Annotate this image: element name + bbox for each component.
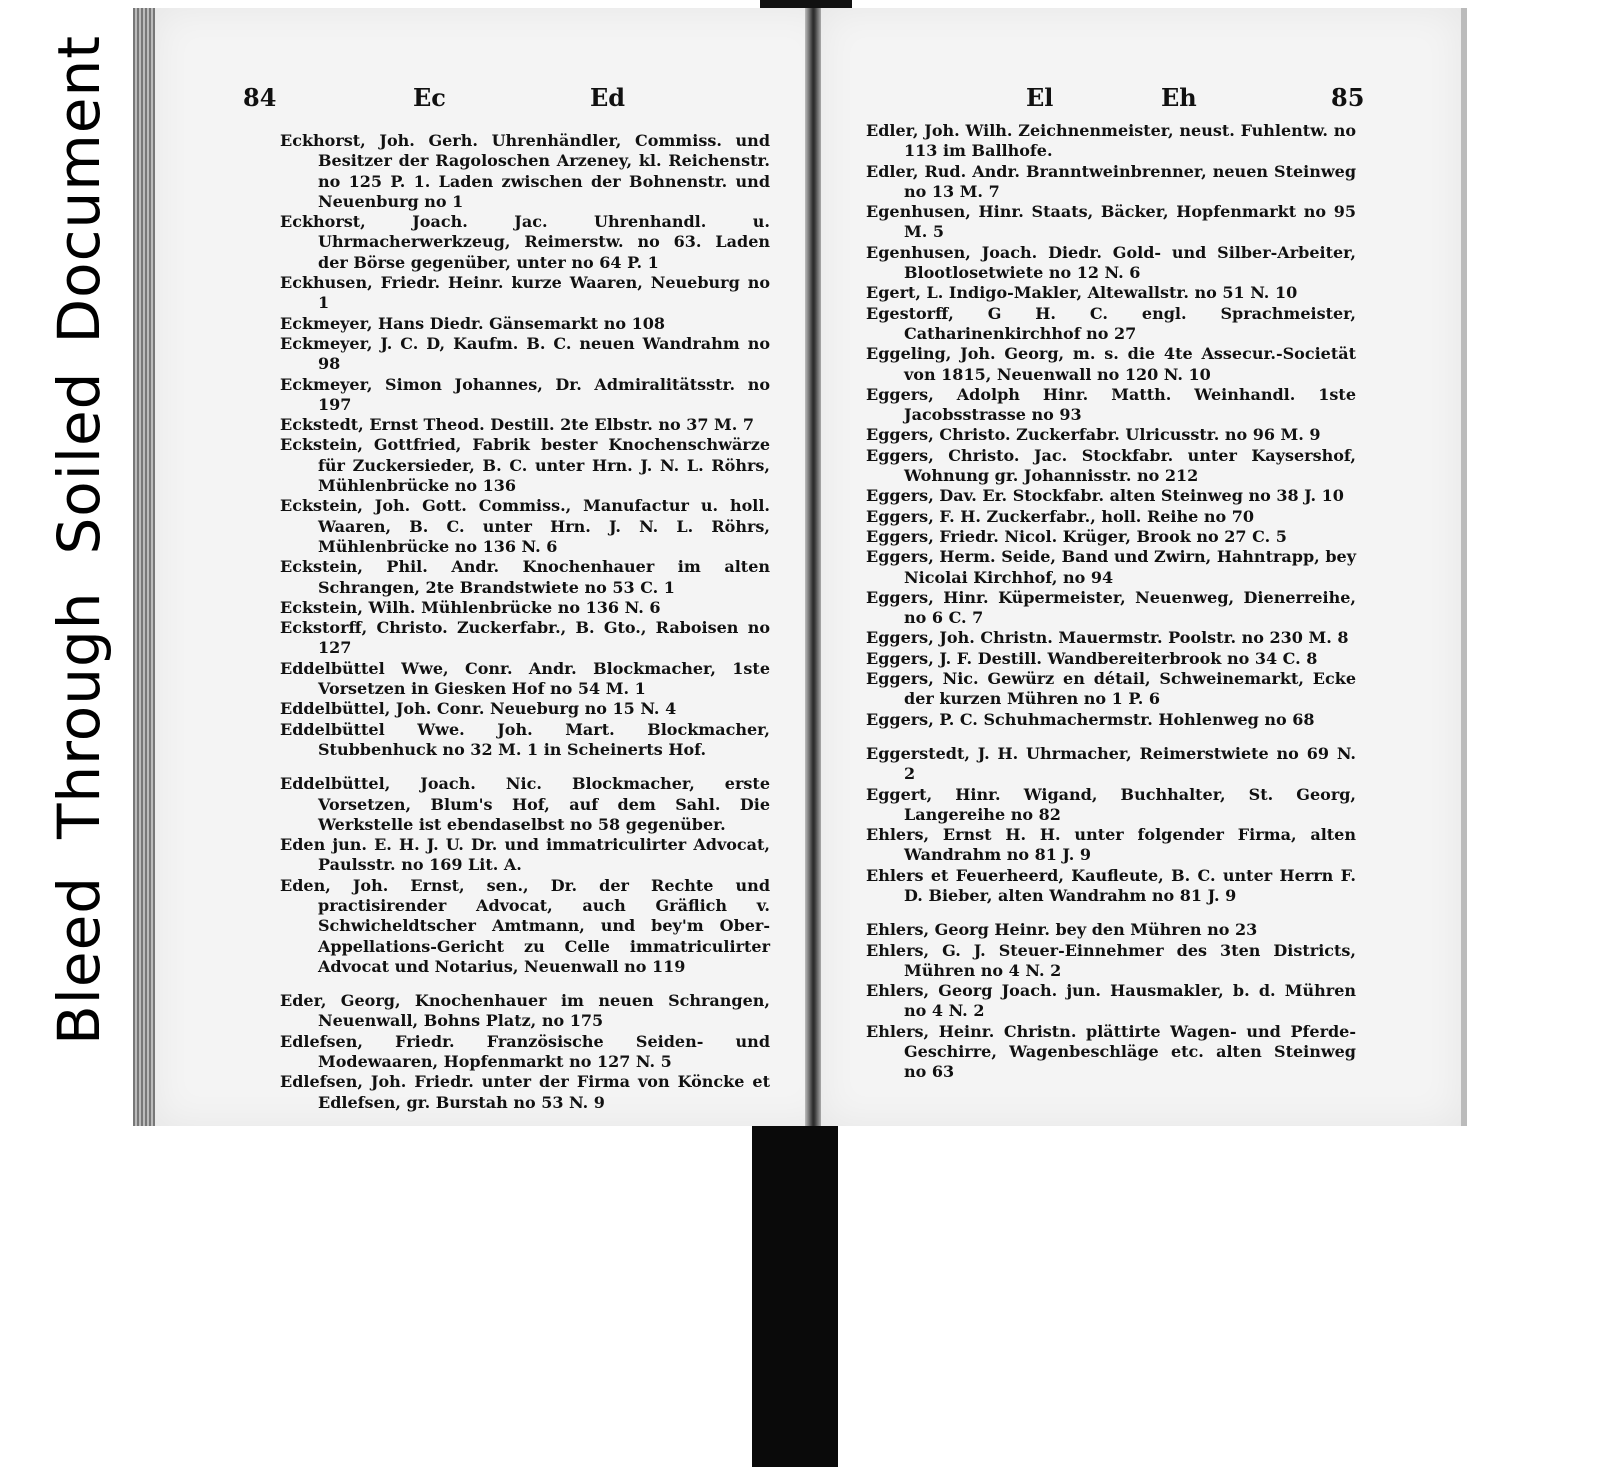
directory-entry: Egenhusen, Joach. Diedr. Gold- und Silber-Arbeiter, Blootlosetwiete no 12 N. 6 (866, 242, 1356, 283)
side-label-word-soiled: Soiled (45, 371, 113, 555)
right-page-number: 85 (1331, 83, 1365, 112)
directory-entry: Eggers, Dav. Er. Stockfabr. alten Steinweg no 38 J. 10 (866, 486, 1344, 506)
directory-entry: Eggers, Christo. Jac. Stockfabr. unter Kaysershof, Wohnung gr. Johannisstr. no 212 (866, 445, 1356, 486)
open-book (133, 8, 1465, 1126)
side-label-word-through: Through (45, 591, 113, 840)
directory-entry: Eckhorst, Joach. Jac. Uhrenhandl. u. Uhrmacherwerkzeug, Reimerstw. no 63. Laden der Börse gegenüber, unter no 64 P. 1 (280, 212, 770, 272)
directory-entry: Ehlers, Georg Joach. jun. Hausmakler, b. d. Mühren no 4 N. 2 (866, 981, 1356, 1021)
bookmark-ribbon-bottom (752, 1126, 838, 1467)
side-label-word-bleed: Bleed (45, 875, 113, 1045)
directory-entry: Eden, Joh. Ernst, sen., Dr. der Rechte und practisirender Advocat, auch Gräflich v. Schwicheldtscher Amtmann, und bey'm Ober-Appellations-Gericht zu Celle immatriculirter Advocat und Notarius, Neuenwall no 119 (280, 875, 770, 976)
directory-entry: Eddelbüttel Wwe, Conr. Andr. Blockmacher, 1ste Vorsetzen in Giesken Hof no 54 M. 1 (280, 658, 770, 699)
directory-entry: Eckmeyer, Hans Diedr. Gänsemarkt no 108 (280, 313, 666, 333)
directory-entry: Eckstorff, Christo. Zuckerfabr., B. Gto., Raboisen no 127 (280, 618, 770, 658)
directory-entry: Eddelbüttel, Joh. Conr. Neueburg no 15 N. 4 (280, 699, 677, 719)
directory-entry: Eggers, P. C. Schuhmachermstr. Hohlenweg no 68 (866, 709, 1315, 729)
side-label-word-document: Document (45, 35, 113, 344)
directory-entry: Eckstein, Phil. Andr. Knochenhauer im alten Schrangen, 2te Brandstwiete no 53 C. 1 (280, 557, 770, 597)
directory-entry: Eckstein, Gottfried, Fabrik bester Knochenschwärze für Zuckersieder, B. C. unter Hrn. J. N. L. Röhrs, Mühlenbrücke no 136 (280, 435, 770, 496)
directory-entry: Eggers, F. H. Zuckerfabr., holl. Reihe no 70 (866, 506, 1255, 526)
directory-entry: Edlefsen, Friedr. Französische Seiden- und Modewaaren, Hopfenmarkt no 127 N. 5 (280, 1031, 770, 1072)
directory-entry: Ehlers, Ernst H. H. unter folgender Firma, alten Wandrahm no 81 J. 9 (866, 825, 1356, 865)
directory-entry: Ehlers, Heinr. Christn. plättirte Wagen- und Pferde-Geschirre, Wagenbeschläge etc. alten Steinweg no 63 (866, 1021, 1356, 1082)
directory-entry: Egestorff, G H. C. engl. Sprachmeister, Catharinenkirchhof no 27 (866, 303, 1356, 343)
directory-entry: Ehlers et Feuerheerd, Kaufleute, B. C. unter Herrn F. D. Bieber, alten Wandrahm no 81 J. 9 (866, 865, 1356, 905)
directory-entry: Eggers, Adolph Hinr. Matth. Weinhandl. 1ste Jacobsstrasse no 93 (866, 384, 1356, 425)
directory-entry: Ehlers, Georg Heinr. bey den Mühren no 23 (866, 920, 1258, 940)
side-label (45, 35, 113, 1045)
directory-entry: Egert, L. Indigo-Makler, Altewallstr. no 51 N. 10 (866, 283, 1298, 303)
directory-entry: Eggers, Hinr. Küpermeister, Neuenweg, Dienerreihe, no 6 C. 7 (866, 587, 1356, 628)
left-page (133, 8, 831, 1126)
directory-entry: Eddelbüttel, Joach. Nic. Blockmacher, erste Vorsetzen, Blum's Hof, auf dem Sahl. Die Werkstelle ist ebendaselbst no 58 gegenüber. (280, 774, 770, 834)
directory-entry: Eckmeyer, Simon Johannes, Dr. Admiralitätsstr. no 197 (280, 374, 770, 414)
directory-entry: Eckhorst, Joh. Gerh. Uhrenhändler, Commiss. und Besitzer der Ragoloschen Arzeney, kl. Reichenstr. no 125 P. 1. Laden zwischen der Bohnenstr. und Neuenburg no 1 (280, 131, 770, 211)
left-running-head-1: Ec (413, 83, 446, 112)
directory-entry: Eggers, Joh. Christn. Mauermstr. Poolstr. no 230 M. 8 (866, 628, 1349, 648)
directory-entry: Eggers, Herm. Seide, Band und Zwirn, Hahntrapp, bey Nicolai Kirchhof, no 94 (866, 547, 1356, 587)
left-running-head-2: Ed (590, 83, 626, 112)
directory-entry: Eggert, Hinr. Wigand, Buchhalter, St. Georg, Langereihe no 82 (866, 784, 1356, 824)
right-running-head-1: El (1026, 83, 1054, 112)
directory-entry: Edler, Joh. Wilh. Zeichnenmeister, neust. Fuhlentw. no 113 im Ballhofe. (866, 121, 1356, 161)
directory-entry: Eckstein, Wilh. Mühlenbrücke no 136 N. 6 (280, 597, 661, 617)
directory-entry: Eder, Georg, Knochenhauer im neuen Schrangen, Neuenwall, Bohns Platz, no 175 (280, 991, 770, 1031)
directory-entry: Eggerstedt, J. H. Uhrmacher, Reimerstwiete no 69 N. 2 (866, 743, 1356, 784)
directory-entry: Eggers, Christo. Zuckerfabr. Ulricusstr. no 96 M. 9 (866, 425, 1321, 445)
directory-entry: Edler, Rud. Andr. Branntweinbrenner, neuen Steinweg no 13 M. 7 (866, 161, 1356, 201)
directory-entry: Eckhusen, Friedr. Heinr. kurze Waaren, Neueburg no 1 (280, 273, 770, 313)
left-entries-list (280, 131, 770, 1113)
right-entries-list (866, 121, 1356, 1083)
directory-entry: Eckstein, Joh. Gott. Commiss., Manufactur u. holl. Waaren, B. C. unter Hrn. J. N. L. Röhrs, Mühlenbrücke no 136 N. 6 (280, 496, 770, 556)
directory-entry: Eddelbüttel Wwe. Joh. Mart. Blockmacher, Stubbenhuck no 32 M. 1 in Scheinerts Hof. (280, 719, 770, 759)
right-page (821, 8, 1467, 1126)
directory-entry: Eggeling, Joh. Georg, m. s. die 4te Assecur.-Societät von 1815, Neuenwall no 120 N. 10 (866, 344, 1356, 384)
directory-entry: Edlefsen, Joh. Friedr. unter der Firma von Köncke et Edlefsen, gr. Burstah no 53 N. 9 (280, 1072, 770, 1112)
directory-entry: Eckmeyer, J. C. D, Kaufm. B. C. neuen Wandrahm no 98 (280, 333, 770, 374)
right-running-head-2: Eh (1161, 83, 1197, 112)
directory-entry: Eggers, J. F. Destill. Wandbereiterbrook no 34 C. 8 (866, 648, 1318, 668)
directory-entry: Eggers, Friedr. Nicol. Krüger, Brook no 27 C. 5 (866, 526, 1287, 546)
directory-entry: Egenhusen, Hinr. Staats, Bäcker, Hopfenmarkt no 95 M. 5 (866, 202, 1356, 242)
directory-entry: Eggers, Nic. Gewürz en détail, Schweinemarkt, Ecke der kurzen Mühren no 1 P. 6 (866, 669, 1356, 709)
directory-entry: Eckstedt, Ernst Theod. Destill. 2te Elbstr. no 37 M. 7 (280, 415, 755, 435)
page-edges (133, 8, 155, 1126)
left-page-number: 84 (243, 83, 277, 112)
directory-entry: Eden jun. E. H. J. U. Dr. und immatriculirter Advocat, Paulsstr. no 169 Lit. A. (280, 835, 770, 875)
directory-entry: Ehlers, G. J. Steuer-Einnehmer des 3ten Districts, Mühren no 4 N. 2 (866, 940, 1356, 980)
